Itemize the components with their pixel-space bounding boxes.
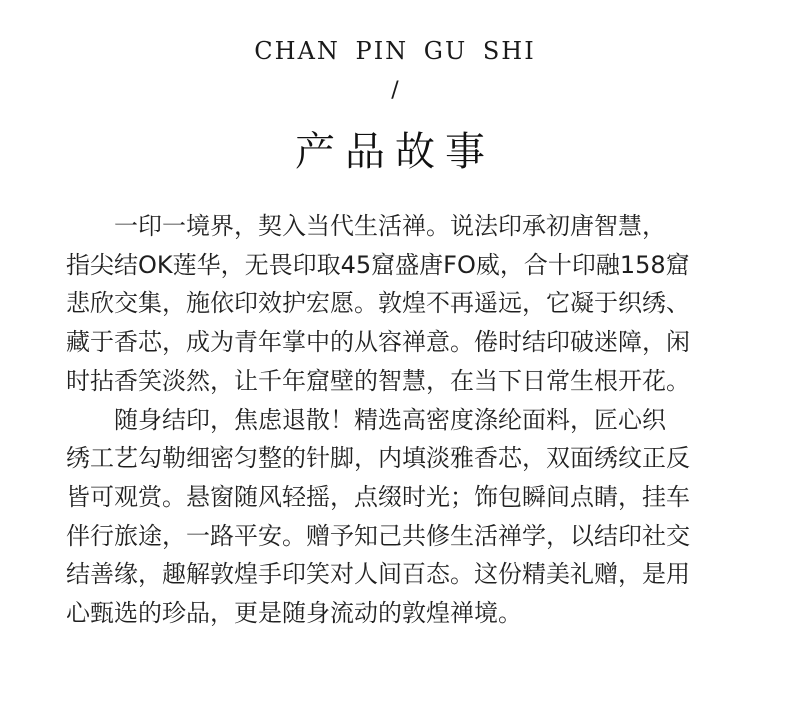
pinyin-subtitle: CHAN PIN GU SHI (254, 37, 536, 65)
page-title: 产品故事 (295, 129, 495, 175)
paragraph-line: 一印一境界，契入当代生活禅。说法印承初唐智慧， (114, 212, 666, 240)
story-paragraph-1 (66, 207, 728, 401)
paragraph-line: 藏于香芯，成为青年掌中的从容禅意。倦时结印破迷障，闲 (66, 328, 690, 357)
paragraph-line: 指尖结OK莲华，无畏印取45窟盛唐FO威，合十印融158窟 (66, 250, 690, 279)
paragraph-line: 随身结印，焦虑退散！精选高密度涤纶面料，匠心织 (114, 405, 666, 434)
story-body (66, 207, 728, 633)
paragraph-line: 心甄选的珍品，更是随身流动的敦煌禅境。 (66, 599, 522, 628)
title-divider: / (391, 78, 399, 103)
paragraph-line: 悲欣交集，施依印效护宏愿。敦煌不再遥远，它凝于织绣、 (66, 289, 690, 318)
paragraph-line: 时拈香笑淡然，让千年窟壁的智慧，在当下日常生根开花。 (66, 366, 690, 395)
paragraph-line: 绣工艺勾勒细密匀整的针脚，内填淡雅香芯，双面绣纹正反 (66, 444, 690, 473)
paragraph-line: 皆可观赏。悬窗随风轻摇，点缀时光；饰包瞬间点睛，挂车 (66, 482, 690, 511)
paragraph-line: 结善缘，趣解敦煌手印笑对人间百态。这份精美礼赠，是用 (66, 560, 690, 589)
story-paragraph-2 (66, 401, 728, 633)
paragraph-line: 伴行旅途，一路平安。赠予知己共修生活禅学，以结印社交 (66, 521, 690, 550)
